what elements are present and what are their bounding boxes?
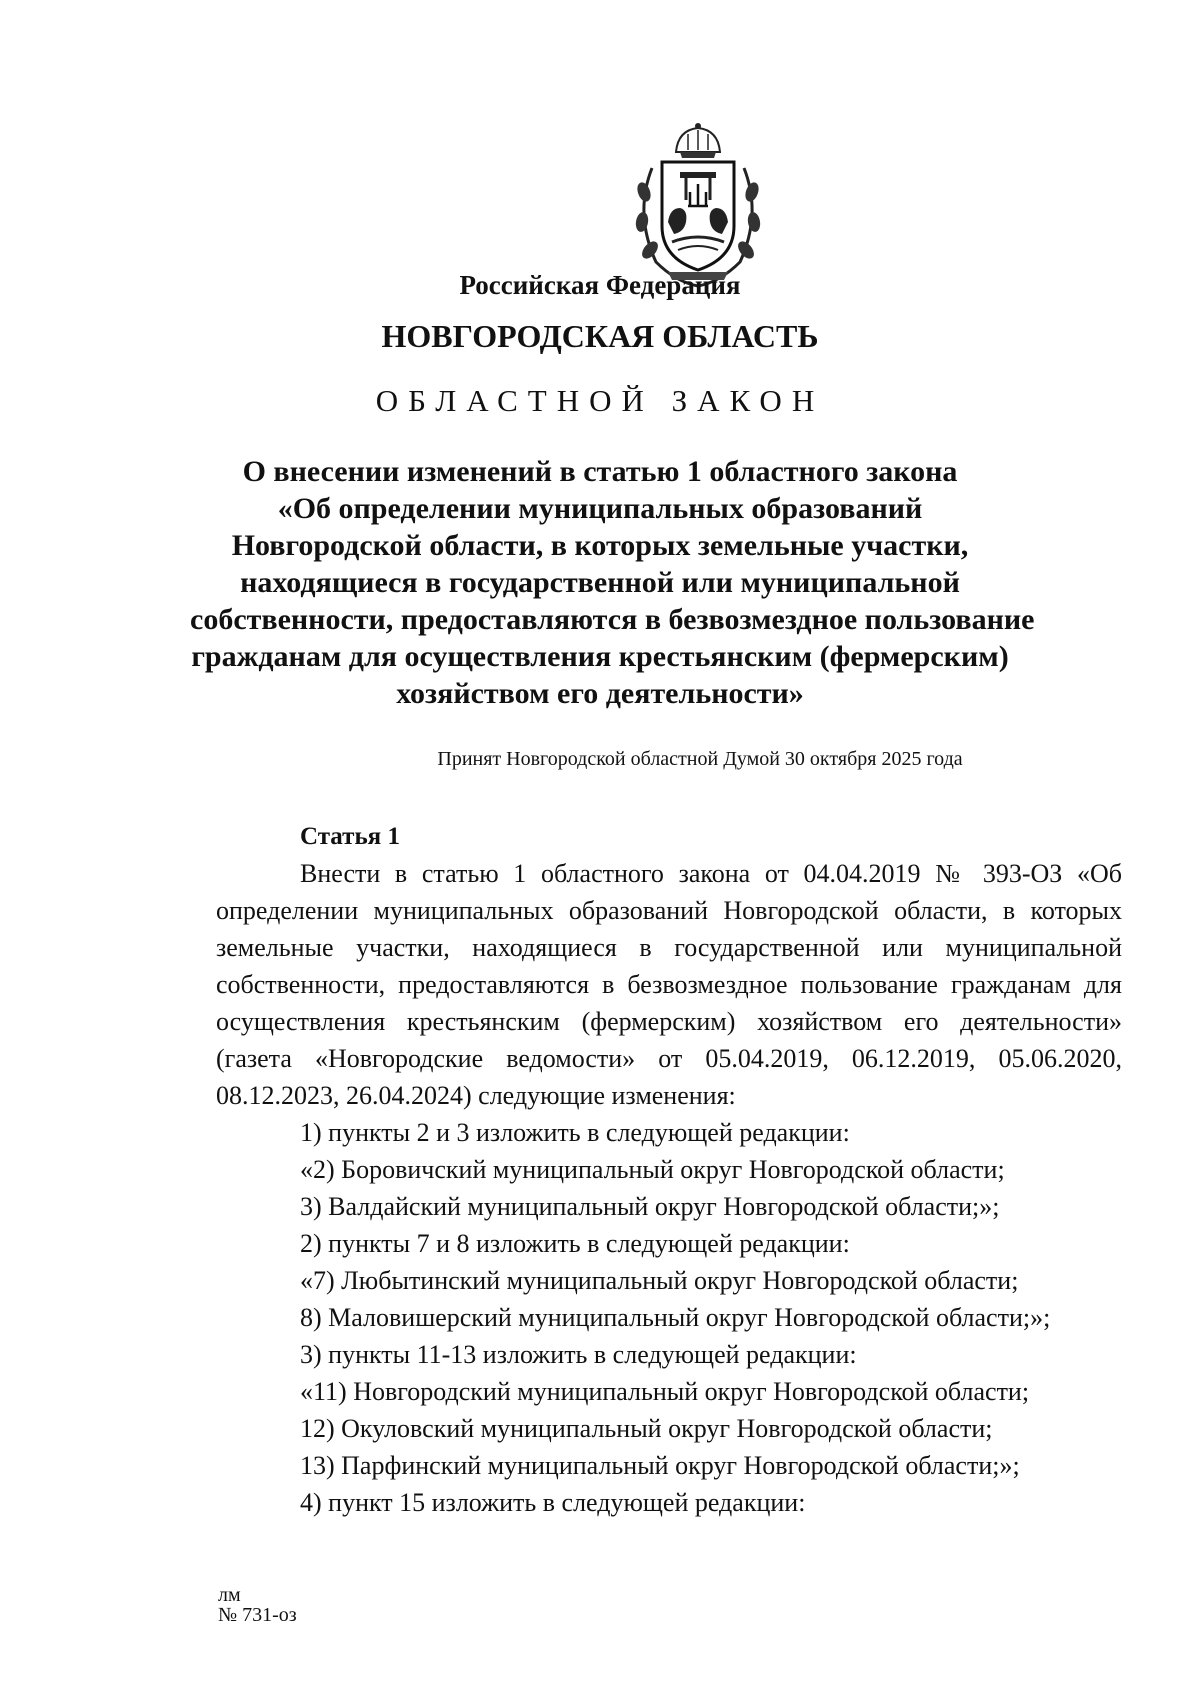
document-footer — [218, 1585, 297, 1625]
list-item: «2) Боровичский муниципальный округ Новгородской области; — [300, 1155, 1005, 1184]
article-body — [216, 855, 1122, 1521]
list-item: 12) Окуловский муниципальный округ Новгородской области; — [300, 1414, 993, 1443]
footer-number: № 731-оз — [218, 1604, 297, 1626]
body-line: земельные участки, находящиеся в государственной или муниципальной — [216, 933, 1122, 962]
body-line: Внести в статью 1 областного закона от 04.04.2019 № 393-ОЗ «Об — [300, 859, 1122, 888]
list-item: 13) Парфинский муниципальный округ Новгородской области;»; — [300, 1451, 1020, 1480]
title-line: находящиеся в государственной или муниципальной — [240, 566, 960, 599]
body-line: 08.12.2023, 26.04.2024) следующие изменения: — [216, 1081, 736, 1110]
body-line: (газета «Новгородские ведомости» от 05.04.2019, 06.12.2019, 05.06.2020, — [216, 1044, 1122, 1073]
title-line: Новгородской области, в которых земельные участки, — [231, 529, 969, 562]
coat-of-arms-icon — [628, 122, 768, 290]
list-item: 8) Маловишерский муниципальный округ Новгородской области;»; — [300, 1303, 1051, 1332]
list-item: «11) Новгородский муниципальный округ Новгородской области; — [300, 1377, 1030, 1406]
list-item: 3) Валдайский муниципальный округ Новгородской области;»; — [300, 1192, 1000, 1221]
document-type-heading: ОБЛАСТНОЙ ЗАКОН — [375, 383, 825, 418]
title-line: О внесении изменений в статью 1 областного закона — [242, 455, 958, 488]
list-item: 1) пункты 2 и 3 изложить в следующей редакции: — [300, 1118, 850, 1147]
list-item: 2) пункты 7 и 8 изложить в следующей редакции: — [300, 1229, 850, 1258]
footer-initials: лм — [218, 1584, 241, 1606]
body-line: осуществления крестьянским (фермерским) хозяйством его деятельности» — [216, 1007, 1122, 1036]
law-title — [190, 453, 1035, 712]
title-line: «Об определении муниципальных образований — [277, 492, 923, 525]
title-line: гражданам для осуществления крестьянским (фермерским) — [191, 640, 1009, 673]
list-item: 3) пункты 11-13 изложить в следующей редакции: — [300, 1340, 857, 1369]
adoption-note: Принят Новгородской областной Думой 30 октября 2025 года — [437, 748, 963, 770]
article-heading: Статья 1 — [300, 823, 400, 850]
body-line: собственности, предоставляются в безвозмездное пользование гражданам для — [216, 970, 1122, 999]
body-line: определении муниципальных образований Новгородской области, в которых — [216, 896, 1122, 925]
list-item: 4) пункт 15 изложить в следующей редакции: — [300, 1488, 806, 1517]
list-item: «7) Любытинский муниципальный округ Новгородской области; — [300, 1266, 1019, 1295]
country-heading: Российская Федерация — [459, 270, 741, 300]
title-line: хозяйством его деятельности» — [396, 677, 804, 710]
region-heading: НОВГОРОДСКАЯ ОБЛАСТЬ — [381, 318, 819, 354]
title-line: собственности, предоставляются в безвозмездное пользование — [190, 603, 1035, 636]
